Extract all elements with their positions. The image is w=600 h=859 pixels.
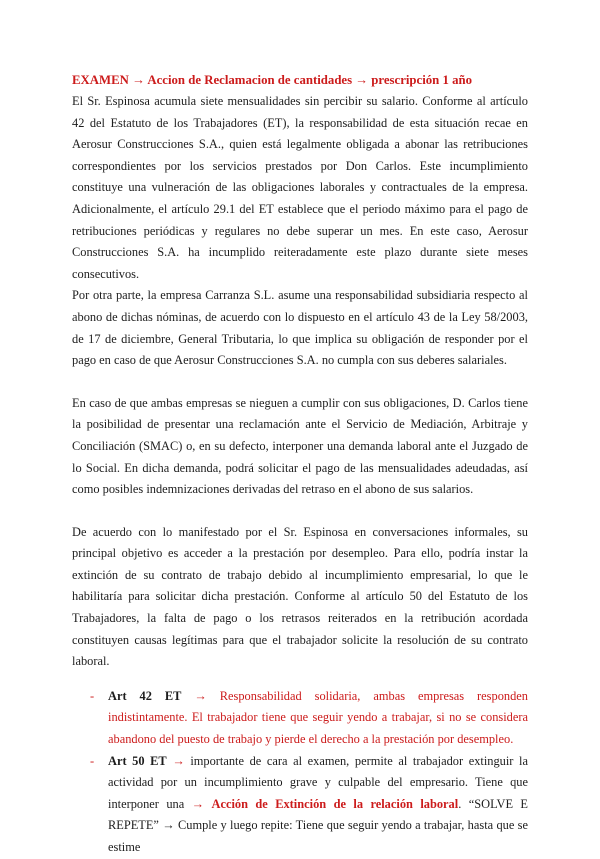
paragraph-carranza: Por otra parte, la empresa Carranza S.L. asume una responsabilidad subsidiaria respecto al abono de dichas nóminas, de acuerdo con lo dispuesto en el artículo 43 de la Ley 58/2003, de 17 de diciembre, General Tributaria, lo que implica su obligación de responder por el pago en caso de que Aerosur Construcciones S.A. no cumpla con sus deberes salariales. [72, 288, 528, 368]
bullet-list [72, 686, 528, 859]
arrow-icon: → [194, 688, 207, 703]
paragraph-gap [72, 501, 528, 522]
paragraph-gap [72, 372, 528, 393]
bullet-art50-text3: Cumple y luego repite: Tiene que seguir yendo a trabajar, hasta que se estime [108, 818, 528, 854]
paragraph-smac: En caso de que ambas empresas se nieguen a cumplir con sus obligaciones, D. Carlos tiene la posibilidad de presentar una reclamación ante el Servicio de Mediación, Arbitraje y Conciliación (SMAC) o, en su defecto, interponer una demanda laboral ante el Juzgado de lo Social. En dicha demanda, podrá solicitar el pago de las mensualidades adeudadas, así como posibles indemnizaciones derivadas del retraso en el abono de sus salarios. [72, 395, 528, 497]
bullet-art42-text: Responsabilidad solidaria, ambas empresas responden indistintamente. El trabajador tiene que seguir yendo a trabajar, si no se considera abandono del puesto de trabajo y pierde el derecho a la prestación por desempleo. [108, 688, 528, 747]
bullet-art42-label: Art 42 ET [108, 688, 182, 703]
arrow-icon: → [172, 753, 185, 768]
bullet-art50-text2: . “SOLVE E REPETE” [108, 796, 529, 833]
bullet-art42 [90, 686, 528, 751]
arrow-icon: → [162, 818, 175, 833]
paragraph-art42: El Sr. Espinosa acumula siete mensualidades sin percibir su salario. Conforme al artículo 42 del Estatuto de los Trabajadores (ET), la responsabilidad de esta situación recae en Aerosur Construcciones S.A., quien está legalmente obligada a abonar las retribuciones correspondientes por los servicios prestados por Don Carlos. Este incumplimiento constituye una vulneración de las obligaciones laborales y contractuales de la empresa. Adicionalmente, el artículo 29.1 del ET establece que el periodo máximo para el pago de retribuciones periódicas y regulares no debe superar un mes. En este caso, Aerosur Construcciones S.A. ha incumplido reiteradamente este plazo durante siete meses consecutivos. [72, 94, 528, 281]
bullet-art50-label: Art 50 ET [108, 753, 167, 768]
arrow-icon: → [191, 796, 205, 811]
page-heading: EXAMEN → Accion de Reclamacion de cantidades → prescripción 1 año [72, 73, 473, 87]
bullet-art50 [90, 751, 529, 859]
bullet-art50-text1: importante de cara al examen, permite al trabajador extinguir la actividad por un incumplimiento grave y culpable del empresario. Tiene que interponer una [108, 753, 528, 811]
bullet-art50-accion: Acción de Extinción de la relación laboral [211, 796, 459, 811]
bullet-marker: - [90, 753, 95, 768]
paragraph-desempleo: De acuerdo con lo manifestado por el Sr. Espinosa en conversaciones informales, su principal objetivo es acceder a la prestación por desempleo. Para ello, podría instar la extinción de su contrato de trabajo debido al incumplimiento empresarial, lo que le habilitaría para solicitar dicha prestación. Conforme al artículo 50 del Estatuto de los Trabajadores, la falta de pago o los retrasos reiterados en la retribución acordada constituyen causas legítimas para que el trabajador solicite la resolución de su contrato laboral. [72, 524, 528, 669]
bullet-marker: - [90, 688, 95, 703]
